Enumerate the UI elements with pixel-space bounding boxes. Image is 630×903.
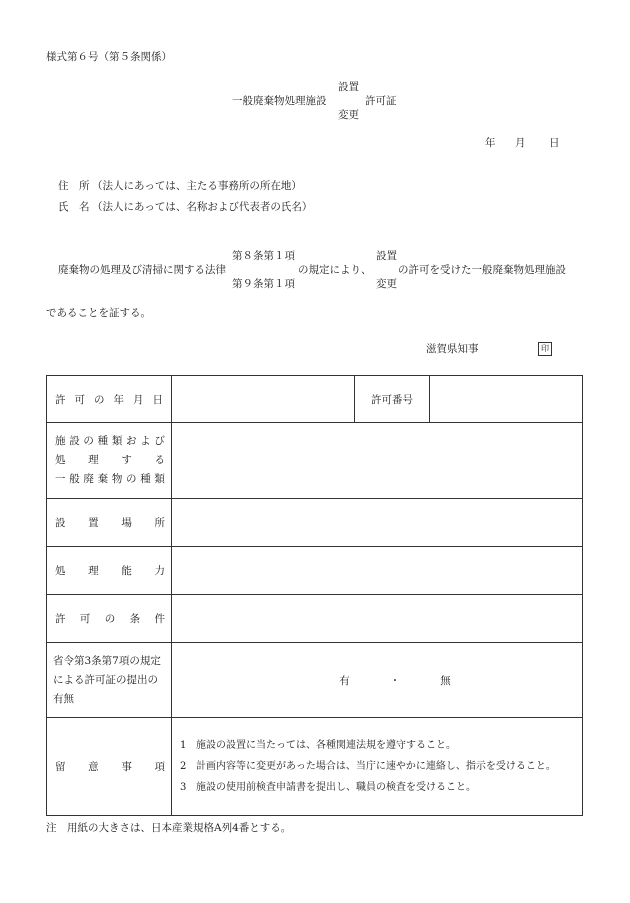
address-label: 住 所 bbox=[58, 180, 90, 192]
date-year: 年 bbox=[485, 137, 496, 149]
facility-type-field[interactable] bbox=[172, 423, 583, 499]
permit-number-field[interactable] bbox=[430, 376, 583, 423]
submission-yes[interactable]: 有 bbox=[339, 674, 350, 687]
remark-item: 3 施設の使用前検査申請書を提出し、職員の検査を受けること。 bbox=[180, 782, 476, 793]
body-option-top: 設置 bbox=[376, 250, 397, 262]
permitted-text: の許可を受けた一般廃棄物処理施設 bbox=[398, 264, 566, 276]
form-number: 様式第６号（第５条関係） bbox=[46, 51, 172, 63]
permit-date-field[interactable] bbox=[172, 376, 355, 423]
body-option-bottom: 変更 bbox=[376, 278, 397, 290]
conditions-field[interactable] bbox=[172, 595, 583, 643]
conditions-label: 許 可 の 条 件 bbox=[47, 595, 172, 643]
remarks-list bbox=[172, 718, 583, 816]
issuer-name: 滋賀県知事 bbox=[426, 343, 479, 355]
closing-text: であることを証する。 bbox=[46, 307, 151, 319]
title-suffix: 許可証 bbox=[365, 95, 397, 107]
capacity-label: 処 理 能 力 bbox=[47, 547, 172, 595]
date-day: 日 bbox=[549, 137, 560, 149]
remark-item: 2 計画内容等に変更があった場合は、当庁に速やかに連絡し、指示を受けること。 bbox=[180, 761, 556, 772]
facility-type-label: 施 設 の 種 類 お よ び 処 理 す る 一 般 廃 棄 物 の 種 類 bbox=[47, 423, 172, 499]
by-provision: の規定により、 bbox=[298, 264, 372, 276]
name-note: （法人にあっては、名称および代表者の氏名） bbox=[92, 201, 313, 213]
law-name: 廃棄物の処理及び清掃に関する法律 bbox=[58, 264, 226, 276]
submission-no[interactable]: 無 bbox=[440, 674, 451, 687]
remark-item: 1 施設の設置に当たっては、各種関連法規を遵守すること。 bbox=[180, 740, 456, 751]
seal-mark bbox=[538, 342, 552, 356]
article-bottom: 第９条第１項 bbox=[232, 278, 295, 290]
permit-table bbox=[46, 375, 583, 816]
submission-dot: ・ bbox=[389, 674, 401, 687]
address-note: （法人にあっては、主たる事務所の所在地） bbox=[92, 180, 302, 192]
remarks-label: 留 意 事 項 bbox=[47, 718, 172, 816]
title-option-top: 設置 bbox=[338, 81, 359, 93]
permit-number-label: 許可番号 bbox=[355, 376, 430, 423]
footnote: 注 用紙の大きさは、日本産業規格A列4番とする。 bbox=[46, 822, 292, 834]
article-top: 第８条第１項 bbox=[232, 250, 295, 262]
seal-text: 印 bbox=[541, 344, 549, 353]
location-field[interactable] bbox=[172, 499, 583, 547]
location-label: 設 置 場 所 bbox=[47, 499, 172, 547]
title-option-bottom: 変更 bbox=[338, 109, 359, 121]
submission-field[interactable] bbox=[172, 643, 583, 718]
title-prefix: 一般廃棄物処理施設 bbox=[232, 95, 327, 107]
name-label: 氏 名 bbox=[58, 201, 90, 213]
permit-date-label: 許 可 の 年 月 日 bbox=[47, 376, 172, 423]
submission-label: 省令第3条第7項の規定 による許可証の提出の 有無 bbox=[47, 643, 172, 718]
capacity-field[interactable] bbox=[172, 547, 583, 595]
date-month: 月 bbox=[515, 137, 526, 149]
